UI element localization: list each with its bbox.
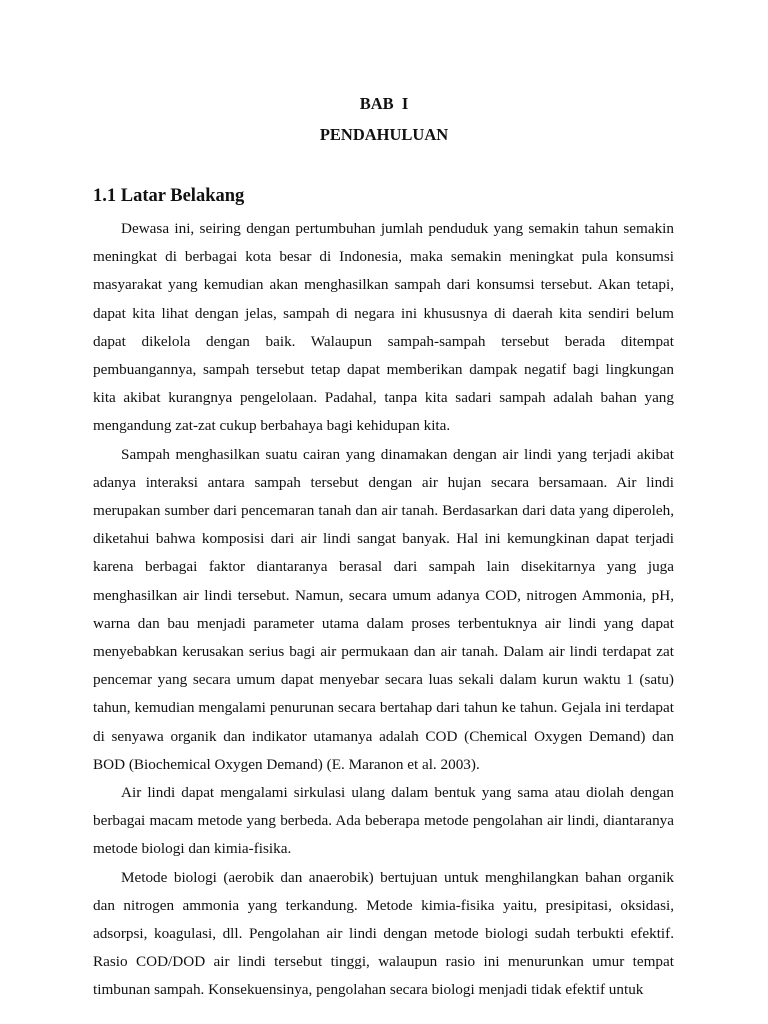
section-heading: 1.1 Latar Belakang [93,186,245,206]
paragraph: Air lindi dapat mengalami sirkulasi ulang dalam bentuk yang sama atau diolah dengan berbagai macam metode yang berbeda. Ada beberapa metode pengolahan air lindi, diantaranya metode biologi dan kimia-fisika. [93,784,674,858]
paragraph: Sampah menghasilkan suatu cairan yang dinamakan dengan air lindi yang terjadi akibat adanya interaksi antara sampah tersebut dengan air hujan secara bersamaan. Air lindi merupakan sumber dari pencemaran tanah dan air tanah. Berdasarkan dari data yang diperoleh, diketahui bahwa komposisi dari air lindi sangat banyak. Hal ini kemungkinan dapat terjadi karena berbagai faktor diantaranya berasal dari sampah lain disekitarnya yang juga menghasilkan air lindi tersebut. Namun, secara umum adanya COD, nitrogen Ammonia, pH, warna dan bau menjadi parameter utama dalam proses terbentuknya air lindi yang dapat menyebabkan kerusakan serius bagi air permukaan dan air tanah. Dalam air lindi terdapat zat pencemar yang secara umum dapat menyebar secara luas sekali dalam kurun waktu 1 (satu) tahun, kemudian mengalami penurunan secara bertahap dari tahun ke tahun. Gejala ini terdapat di senyawa organik dan indikator utamanya adalah COD (Chemical Oxygen Demand) dan BOD (Biochemical Oxygen Demand) (E. Maranon et al. 2003). [93,445,674,773]
body-text [93,215,674,1005]
paragraph: Dewasa ini, seiring dengan pertumbuhan jumlah penduduk yang semakin tahun semakin meningkat di berbagai kota besar di Indonesia, maka semakin meningkat pula konsumsi masyarakat yang kemudian akan menghasilkan sampah dari konsumsi tersebut. Akan tetapi, dapat kita lihat dengan jelas, sampah di negara ini khususnya di daerah kita sendiri belum dapat dikelola dengan baik. Walaupun sampah-sampah tersebut berada ditempat pembuangannya, sampah tersebut tetap dapat memberikan dampak negatif bagi lingkungan kita akibat kurangnya pengelolaan. Padahal, tanpa kita sadari sampah adalah bahan yang mengandung zat-zat cukup berbahaya bagi kehidupan kita. [93,220,674,435]
chapter-number: BAB I [359,94,409,113]
paragraph: Metode biologi (aerobik dan anaerobik) bertujuan untuk menghilangkan bahan organik dan nitrogen ammonia yang terkandung. Metode kimia-fisika yaitu, presipitasi, oksidasi, adsorpsi, koagulasi, dll. Pengolahan air lindi dengan metode biologi sudah terbukti efektif. Rasio COD/DOD air lindi tersebut tinggi, walaupun rasio ini menurunkan umur tempat timbunan sampah. Konsekuensinya, pengolahan secara biologi menjadi tidak efektif untuk [93,868,674,999]
chapter-title: PENDAHULUAN [319,125,449,144]
